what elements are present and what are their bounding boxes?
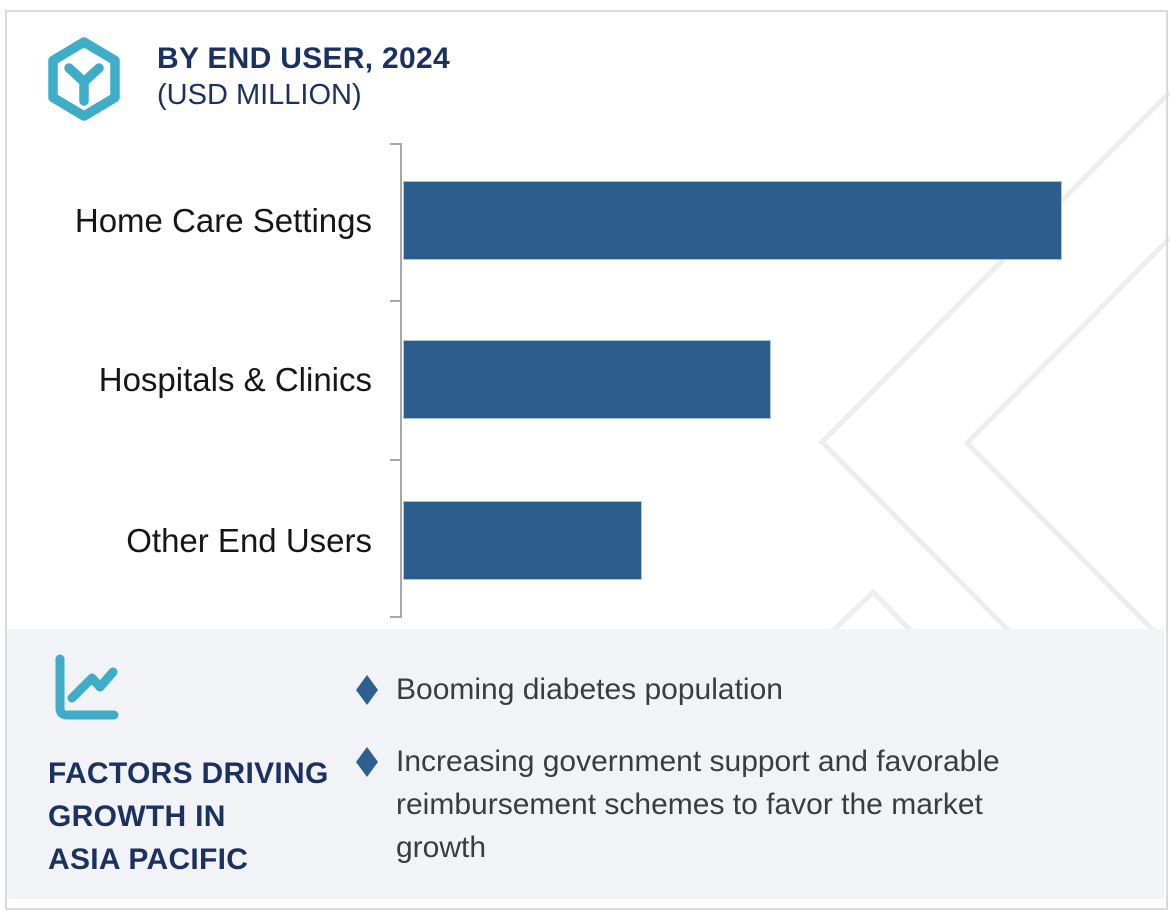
factors-title-line: ASIA PACIFIC [48, 843, 249, 876]
category-label: Home Care Settings [74, 201, 372, 239]
category-axis-line [400, 143, 402, 618]
bar [403, 181, 1062, 260]
category-label: Hospitals & Clinics [98, 360, 372, 398]
axis-tick [390, 616, 401, 618]
list-item [356, 668, 1068, 711]
factors-title-line: FACTORS DRIVING [48, 757, 329, 790]
axis-tick [390, 459, 401, 461]
bullet-text: Increasing government support and favorable reimbursement schemes to favor the market growth [396, 745, 1000, 864]
axis-tick [390, 300, 401, 302]
diamond-bullet-icon [356, 747, 378, 777]
chevron-outline-small [967, 238, 1170, 632]
brand-hexagon-cube-icon [44, 37, 124, 121]
axis-tick [390, 143, 401, 145]
diamond-bullet-icon [356, 675, 378, 705]
bar [403, 340, 771, 419]
factors-bullet-list [356, 668, 1068, 898]
bar [403, 501, 642, 580]
chart-units-subtitle: (USD MILLION) [157, 79, 362, 111]
list-item [356, 740, 1068, 869]
factors-panel [7, 629, 1164, 899]
trend-line-chart-icon [48, 652, 122, 726]
chevron-outline-large [822, 92, 1170, 632]
chart-header [157, 41, 450, 113]
chart-title: BY END USER, 2024 [157, 42, 451, 75]
bullet-text: Booming diabetes population [396, 673, 783, 706]
category-label: Other End Users [126, 521, 372, 559]
factors-title-line: GROWTH IN [48, 800, 226, 833]
factors-panel-title [48, 752, 329, 881]
